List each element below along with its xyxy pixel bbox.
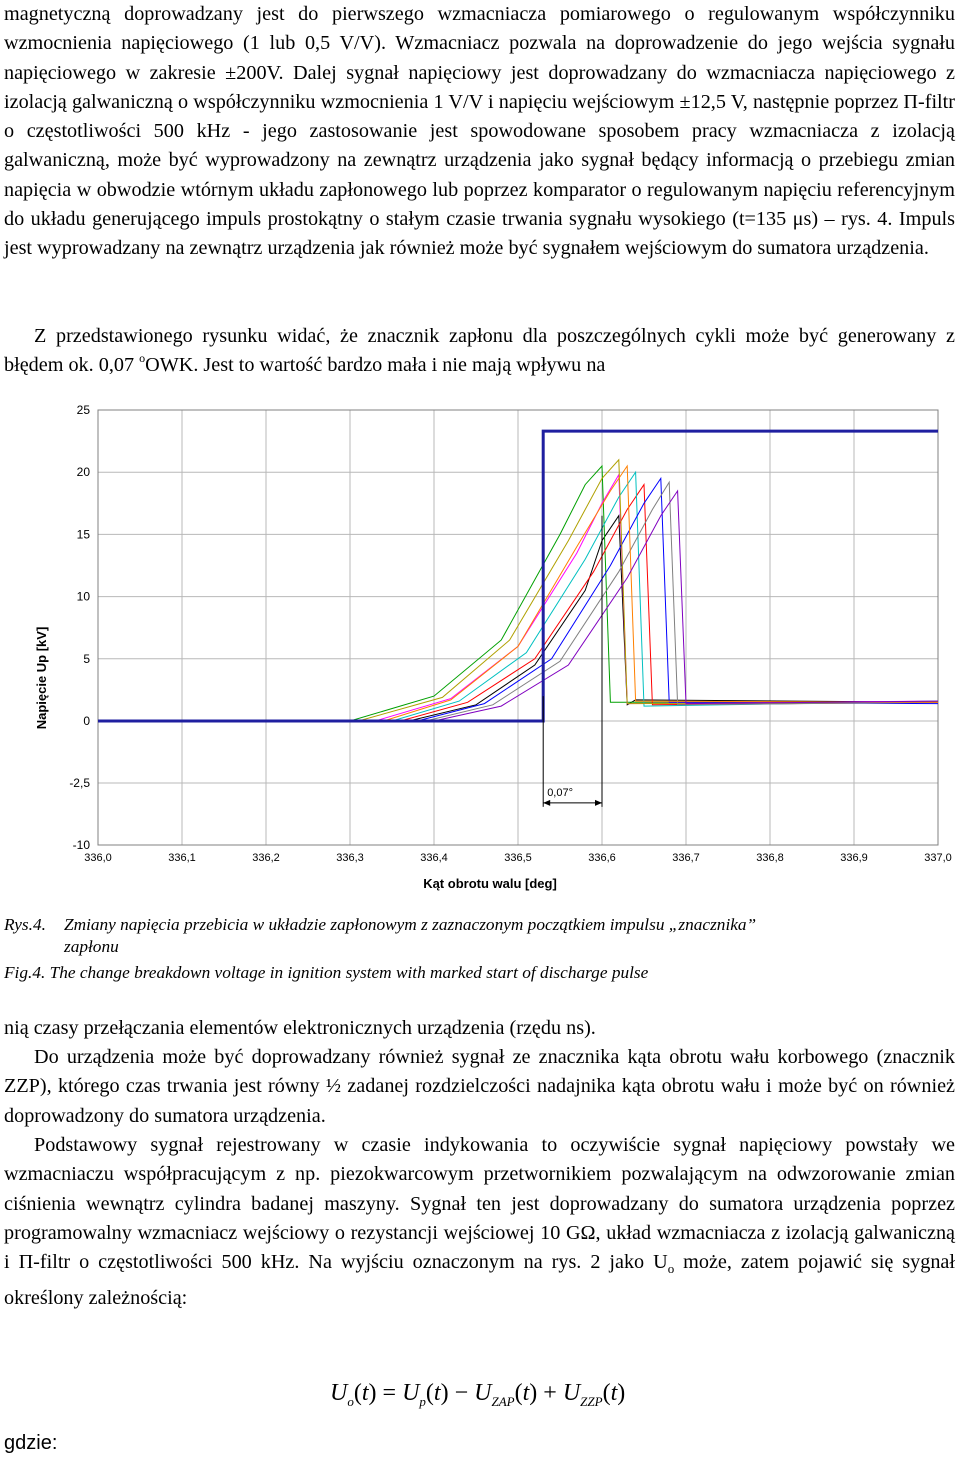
para3-text-b: może, zatem pojawić się sygnał określony zależnością: — [4, 1251, 955, 1309]
y-tick-label: -2,5 — [69, 776, 90, 790]
breakdown-voltage-chart — [28, 388, 960, 898]
y-tick-label: 10 — [76, 589, 90, 604]
figure-caption-pl — [4, 914, 955, 958]
x-tick-label: 336,0 — [84, 852, 112, 864]
eq-symbol-u: U — [562, 1380, 581, 1406]
eq-paren: ( — [353, 1380, 362, 1406]
x-tick-label: 336,8 — [756, 852, 784, 864]
eq-symbol-u: U — [402, 1380, 420, 1406]
eq-t: t — [433, 1380, 441, 1406]
x-tick-label: 337,0 — [924, 852, 952, 864]
para2-text-a: Z przedstawionego rysunku widać, że znacznik zapłonu dla poszczególnych cykli może być generowany z błędem ok. 0,07 — [4, 325, 955, 377]
chart-background — [28, 388, 960, 898]
eq-paren: ( — [425, 1380, 434, 1406]
caption-label: Rys.4. — [4, 915, 46, 934]
paragraph-zzp-marker: Do urządzenia może być doprowadzany również sygnał ze znacznika kąta obrotu wału korbowego (znacznik ZZP), którego czas trwania jest równy ½ zadanej rozdzielczości nadajnika kąta obrotu wału i może być on również doprowadzony do sumatora urządzenia. — [4, 1046, 955, 1127]
eq-paren: ( — [514, 1380, 523, 1406]
y-tick-label: 20 — [76, 465, 90, 480]
eq-t: t — [610, 1380, 618, 1406]
x-tick-label: 336,6 — [588, 852, 616, 864]
paragraph-figure-remark — [4, 322, 955, 381]
equation-uo — [330, 1380, 625, 1410]
eq-sub-p: p — [419, 1394, 426, 1409]
x-tick-label: 336,9 — [840, 852, 868, 864]
eq-t: t — [361, 1380, 369, 1406]
eq-minus: − — [448, 1380, 475, 1406]
x-tick-label: 336,4 — [420, 852, 448, 864]
x-tick-label: 336,5 — [504, 852, 532, 864]
x-tick-label: 336,2 — [252, 852, 280, 864]
eq-symbol-u: U — [330, 1380, 348, 1406]
x-tick-label: 336,1 — [168, 852, 196, 864]
eq-paren: ) — [368, 1380, 377, 1406]
eq-sub-zzp: ZZP — [580, 1394, 603, 1409]
eq-sub-zap: ZAP — [491, 1394, 515, 1409]
caption-text-pl-cont: zapłonu — [64, 937, 119, 956]
eq-paren: ( — [602, 1380, 611, 1406]
annotation-label: 0,07° — [547, 786, 574, 799]
eq-paren: ) — [529, 1380, 538, 1406]
paragraph-intro: magnetyczną doprowadzany jest do pierwszego wzmacniacza pomiarowego o regulowanym współczynniku wzmocnienia napięciowego (1 lub 0,5 V/V). Wzmacniacz pozwala na doprowadzenie do jego wejścia sygnału napięciowego w zakresie ±200V. Dalej sygnał napięciowy jest doprowadzany do wzmacniacza napięciowego z izolacją galwaniczną o współczynniku wzmocnienia 1 V/V i napięciu wejściowym ±12,5 V, następnie poprzez Π-filtr o częstotliwości 500 kHz - jego zastosowanie jest spowodowane sposobem pracy wzmacniacza z izolacją galwaniczną, może być wyprowadzony na zewnątrz urządzenia jako sygnał będący informacją o przebiegu zmian napięcia w obwodzie wtórnym układu zapłonowego lub poprzez komparator o regulowanym napięciu referencyjnym do układu generującego impuls prostokątny o stałym czasie trwania sygnału wysokiego (t=135 μs) – rys. 4. Impuls jest wyprowadzany na zewnątrz urządzenia jak również może być sygnałem wejściowym do sumatora urządzenia. — [4, 3, 955, 260]
eq-symbol-u: U — [474, 1380, 492, 1406]
figure-4 — [28, 388, 960, 898]
paragraph-basic-signal — [4, 1131, 955, 1313]
para3-text-a: Podstawowy sygnał rejestrowany w czasie indykowania to oczywiście sygnał napięciowy powstały we wzmacniaczu współpracującym z np. piezokwarcowym przetwornikiem pozwalającym na odwzorowanie zmian ciśnienia wewnątrz cylindra badanej maszyny. Sygnał ten jest doprowadzany do sumatora urządzenia poprzez programowalny wzmacniacz wejściowy o rezystancji wejściowej 10 GΩ, układ wzmacniacza z izolacją galwaniczną i Π-filtr o częstotliwości 500 kHz. Na wyjściu oznaczonym na rys. 2 jako U — [4, 1134, 955, 1274]
figure-caption-en: Fig.4. The change breakdown voltage in ignition system with marked start of discharge pulse — [4, 963, 649, 982]
y-tick-label: 15 — [76, 527, 90, 542]
y-tick-label: 0 — [83, 714, 90, 728]
uo-subscript: o — [667, 1261, 675, 1277]
eq-sub-o: o — [347, 1394, 354, 1409]
eq-plus: + — [537, 1380, 563, 1406]
y-axis-label: Napięcie Up [kV] — [34, 626, 49, 730]
where-label: gdzie: — [4, 1432, 58, 1454]
eq-equals: = — [376, 1380, 403, 1406]
caption-text-pl: Zmiany napięcia przebicia w układzie zapłonowym z zaznaczonym początkiem impulsu „znacznika” — [64, 915, 757, 934]
eq-paren: ) — [440, 1380, 449, 1406]
y-tick-label: -10 — [72, 838, 90, 852]
y-tick-label: 25 — [76, 403, 90, 417]
eq-paren: ) — [617, 1380, 626, 1406]
degree-superscript: o — [139, 351, 146, 366]
x-tick-label: 336,3 — [336, 852, 364, 864]
y-tick-label: 5 — [83, 651, 90, 666]
x-tick-label: 336,7 — [672, 852, 700, 864]
eq-t: t — [522, 1380, 530, 1406]
para2-text-b: OWK. Jest to wartość bardzo mała i nie mają wpływu na — [145, 354, 606, 377]
x-axis-label: Kąt obrotu walu [deg] — [423, 876, 557, 891]
paragraph-continuation: nią czasy przełączania elementów elektronicznych urządzenia (rzędu ns). — [4, 1017, 596, 1039]
